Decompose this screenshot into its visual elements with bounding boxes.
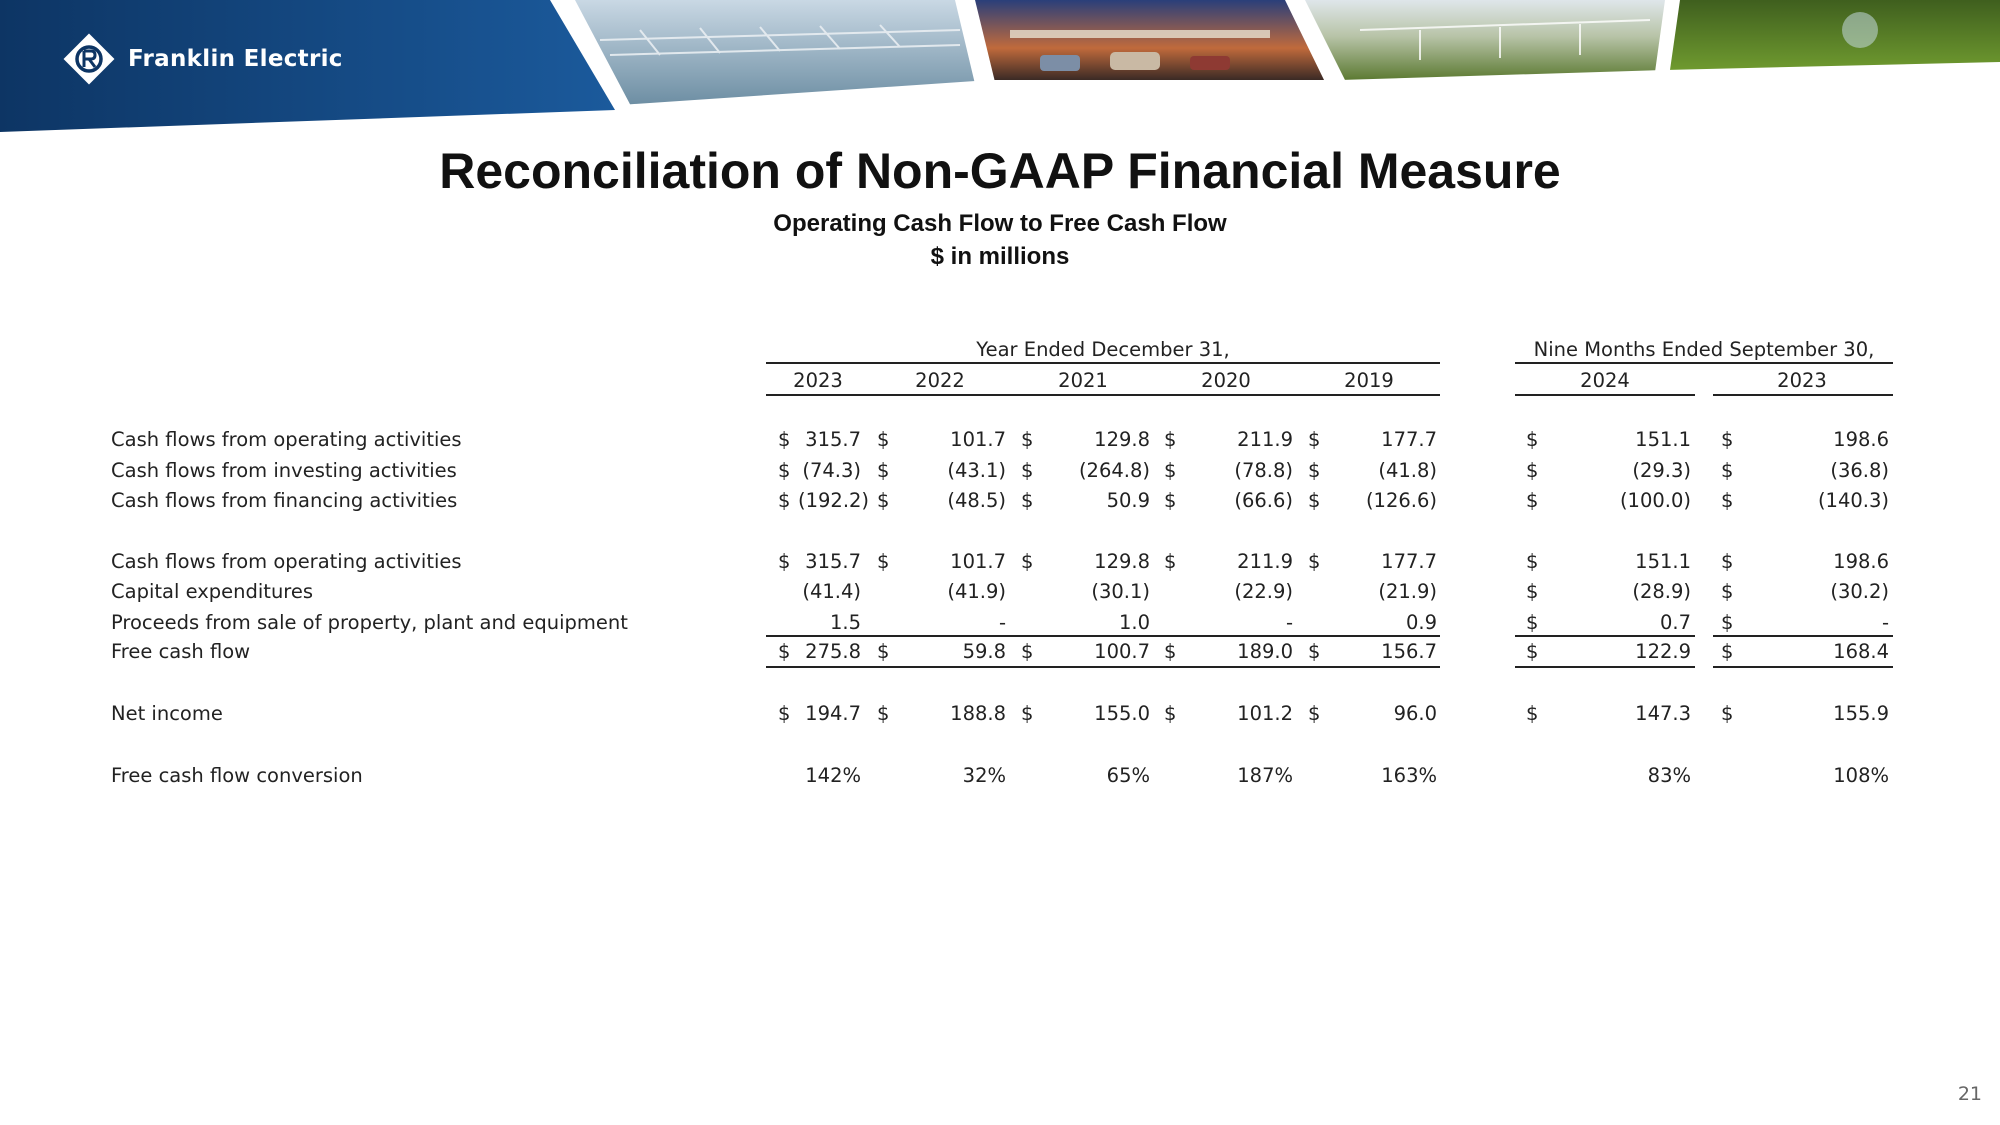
value-cell: 177.7 [1381, 550, 1437, 573]
dollar-sign: $ [1308, 459, 1321, 482]
dollar-sign: $ [1308, 702, 1321, 725]
dollar-sign: $ [1021, 640, 1034, 663]
value-cell: (140.3) [1817, 489, 1889, 512]
year-header-2023: 2023 [793, 369, 843, 392]
value-cell: 156.7 [1381, 640, 1437, 663]
dollar-sign: $ [1526, 611, 1539, 634]
year-header-2021: 2021 [1058, 369, 1108, 392]
row-label: Proceeds from sale of property, plant and equipment [111, 611, 628, 634]
value-cell: (192.2) [798, 489, 870, 512]
value-cell: (29.3) [1632, 459, 1691, 482]
value-cell: - [1285, 611, 1293, 634]
dollar-sign: $ [877, 702, 890, 725]
value-cell: (30.2) [1830, 580, 1889, 603]
dollar-sign: $ [1308, 550, 1321, 573]
value-cell: 275.8 [805, 640, 861, 663]
header-rule-nine [1515, 362, 1893, 364]
dollar-sign: $ [877, 640, 890, 663]
brand-name: Franklin Electric [128, 46, 343, 72]
dollar-sign: $ [778, 428, 791, 451]
row-label: Cash flows from operating activities [111, 550, 462, 573]
value-cell: (41.9) [947, 580, 1006, 603]
value-cell: 129.8 [1094, 550, 1150, 573]
dollar-sign: $ [1164, 702, 1177, 725]
row-label: Free cash flow [111, 640, 251, 663]
value-cell: 194.7 [805, 702, 861, 725]
dollar-sign: $ [1164, 428, 1177, 451]
row-label: Free cash flow conversion [111, 764, 363, 787]
value-cell: 100.7 [1094, 640, 1150, 663]
header-year-ended: Year Ended December 31, [976, 338, 1230, 361]
dollar-sign: $ [877, 459, 890, 482]
value-cell: 211.9 [1237, 550, 1293, 573]
year-rule-nine-1 [1515, 394, 1695, 396]
year-header-nine-2024: 2024 [1580, 369, 1630, 392]
subtotal-rule-nine-1 [1515, 635, 1695, 637]
subtotal-rule-nine-2 [1713, 635, 1893, 637]
value-cell: (74.3) [802, 459, 861, 482]
dollar-sign: $ [1721, 611, 1734, 634]
dollar-sign: $ [1526, 640, 1539, 663]
value-cell: 101.7 [950, 428, 1006, 451]
units-note: $ in millions [930, 243, 1070, 270]
value-cell: 168.4 [1833, 640, 1889, 663]
total-rule-annual [766, 666, 1440, 668]
value-cell: 50.9 [1106, 489, 1150, 512]
year-header-nine-2023: 2023 [1777, 369, 1827, 392]
value-cell: (36.8) [1830, 459, 1889, 482]
value-cell: 0.9 [1405, 611, 1437, 634]
value-cell: (28.9) [1632, 580, 1691, 603]
dollar-sign: $ [877, 489, 890, 512]
value-cell: 96.0 [1393, 702, 1437, 725]
value-cell: 198.6 [1833, 550, 1889, 573]
dollar-sign: $ [778, 489, 791, 512]
value-cell: 122.9 [1635, 640, 1691, 663]
value-cell: 189.0 [1237, 640, 1293, 663]
value-cell: (78.8) [1234, 459, 1293, 482]
value-cell: 101.7 [950, 550, 1006, 573]
value-cell: 1.5 [829, 611, 861, 634]
value-cell: (43.1) [947, 459, 1006, 482]
dollar-sign: $ [1721, 489, 1734, 512]
value-cell: 1.0 [1118, 611, 1150, 634]
dollar-sign: $ [1721, 580, 1734, 603]
value-cell: (41.4) [802, 580, 861, 603]
value-cell: 155.0 [1094, 702, 1150, 725]
year-rule-nine-2 [1713, 394, 1893, 396]
year-header-2020: 2020 [1201, 369, 1251, 392]
total-rule-nine-2 [1713, 666, 1893, 668]
dollar-sign: $ [778, 550, 791, 573]
dollar-sign: $ [1721, 550, 1734, 573]
year-header-2022: 2022 [915, 369, 965, 392]
value-cell: (41.8) [1378, 459, 1437, 482]
dollar-sign: $ [1308, 489, 1321, 512]
value-cell: 187% [1237, 764, 1293, 787]
dollar-sign: $ [1526, 428, 1539, 451]
value-cell: (100.0) [1619, 489, 1691, 512]
header-rule-annual [766, 362, 1440, 364]
value-cell: - [998, 611, 1006, 634]
header-nine-months: Nine Months Ended September 30, [1533, 338, 1875, 361]
dollar-sign: $ [1308, 428, 1321, 451]
dollar-sign: $ [1526, 489, 1539, 512]
dollar-sign: $ [1021, 550, 1034, 573]
value-cell: 151.1 [1635, 550, 1691, 573]
value-cell: 315.7 [805, 550, 861, 573]
subtotal-rule-annual [766, 635, 1440, 637]
dollar-sign: $ [877, 428, 890, 451]
row-label: Cash flows from operating activities [111, 428, 462, 451]
value-cell: 188.8 [950, 702, 1006, 725]
dollar-sign: $ [1164, 550, 1177, 573]
value-cell: 155.9 [1833, 702, 1889, 725]
row-label: Net income [111, 702, 223, 725]
dollar-sign: $ [877, 550, 890, 573]
dollar-sign: $ [1721, 640, 1734, 663]
dollar-sign: $ [1021, 702, 1034, 725]
value-cell: 0.7 [1659, 611, 1691, 634]
value-cell: 83% [1647, 764, 1691, 787]
value-cell: (22.9) [1234, 580, 1293, 603]
row-label: Cash flows from investing activities [111, 459, 457, 482]
total-rule-nine-1 [1515, 666, 1695, 668]
row-label: Cash flows from financing activities [111, 489, 458, 512]
dollar-sign: $ [1721, 428, 1734, 451]
dollar-sign: $ [1526, 459, 1539, 482]
dollar-sign: $ [1021, 489, 1034, 512]
dollar-sign: $ [1164, 489, 1177, 512]
dollar-sign: $ [1721, 459, 1734, 482]
value-cell: (66.6) [1234, 489, 1293, 512]
dollar-sign: $ [778, 459, 791, 482]
year-rule-annual [766, 394, 1440, 396]
value-cell: 315.7 [805, 428, 861, 451]
value-cell: (264.8) [1078, 459, 1150, 482]
value-cell: - [1881, 611, 1889, 634]
value-cell: 147.3 [1635, 702, 1691, 725]
dollar-sign: $ [1721, 702, 1734, 725]
value-cell: 163% [1381, 764, 1437, 787]
dollar-sign: $ [1526, 550, 1539, 573]
row-label: Capital expenditures [111, 580, 314, 603]
dollar-sign: $ [1164, 640, 1177, 663]
value-cell: 198.6 [1833, 428, 1889, 451]
value-cell: (48.5) [947, 489, 1006, 512]
dollar-sign: $ [1021, 459, 1034, 482]
value-cell: 101.2 [1237, 702, 1293, 725]
value-cell: 142% [805, 764, 861, 787]
dollar-sign: $ [778, 640, 791, 663]
page-number: 21 [1957, 1083, 1982, 1105]
value-cell: (21.9) [1378, 580, 1437, 603]
value-cell: 211.9 [1237, 428, 1293, 451]
value-cell: 177.7 [1381, 428, 1437, 451]
page-subtitle: Operating Cash Flow to Free Cash Flow [773, 210, 1227, 237]
dollar-sign: $ [778, 702, 791, 725]
value-cell: 151.1 [1635, 428, 1691, 451]
page-title: Reconciliation of Non-GAAP Financial Measure [439, 143, 1561, 199]
value-cell: (30.1) [1091, 580, 1150, 603]
dollar-sign: $ [1021, 428, 1034, 451]
dollar-sign: $ [1526, 702, 1539, 725]
value-cell: 59.8 [962, 640, 1006, 663]
value-cell: 65% [1106, 764, 1150, 787]
value-cell: 32% [962, 764, 1006, 787]
year-header-2019: 2019 [1344, 369, 1394, 392]
dollar-sign: $ [1526, 580, 1539, 603]
dollar-sign: $ [1164, 459, 1177, 482]
value-cell: (126.6) [1365, 489, 1437, 512]
value-cell: 129.8 [1094, 428, 1150, 451]
value-cell: 108% [1833, 764, 1889, 787]
dollar-sign: $ [1308, 640, 1321, 663]
